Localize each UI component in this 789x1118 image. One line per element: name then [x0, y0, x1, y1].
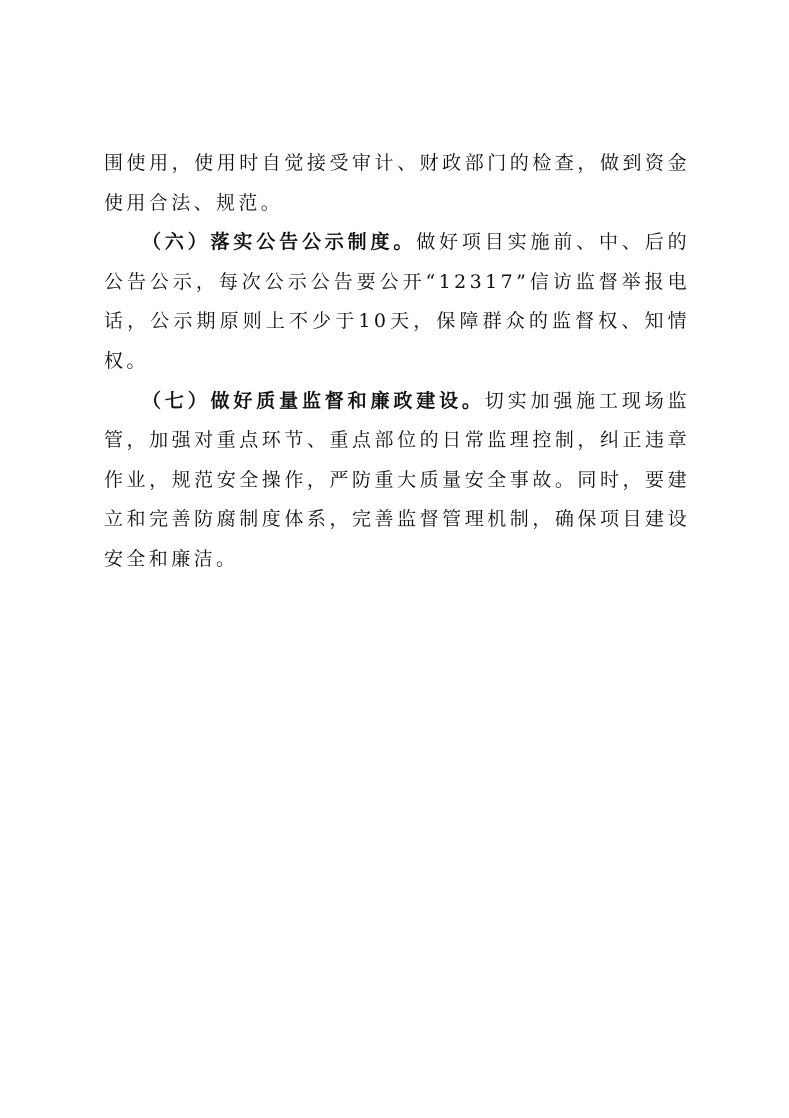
paragraph-section-seven	[104, 382, 690, 580]
paragraph-continuation	[104, 144, 690, 223]
paragraph-section-six	[104, 223, 690, 381]
document-body	[104, 144, 690, 580]
section-heading: （六）落实公告公示制度。	[142, 231, 417, 254]
paragraph-text: 做好项目实施前、中、后的公告公示，每次公示公告要公开“12317”信访监督举报电话，公示期原则上不少于10天，保障群众的监督权、知情权。	[104, 231, 690, 372]
section-heading: （七）做好质量监督和廉政建设。	[142, 389, 485, 412]
paragraph-text: 围使用，使用时自觉接受审计、财政部门的检查，做到资金使用合法、规范。	[104, 152, 690, 214]
paragraph-text: 切实加强施工现场监管，加强对重点环节、重点部位的日常监理控制，纠正违章作业，规范安全操作，严防重大质量安全事故。同时，要建立和完善防腐制度体系，完善监督管理机制，确保项目建设安全和廉洁。	[104, 389, 690, 570]
